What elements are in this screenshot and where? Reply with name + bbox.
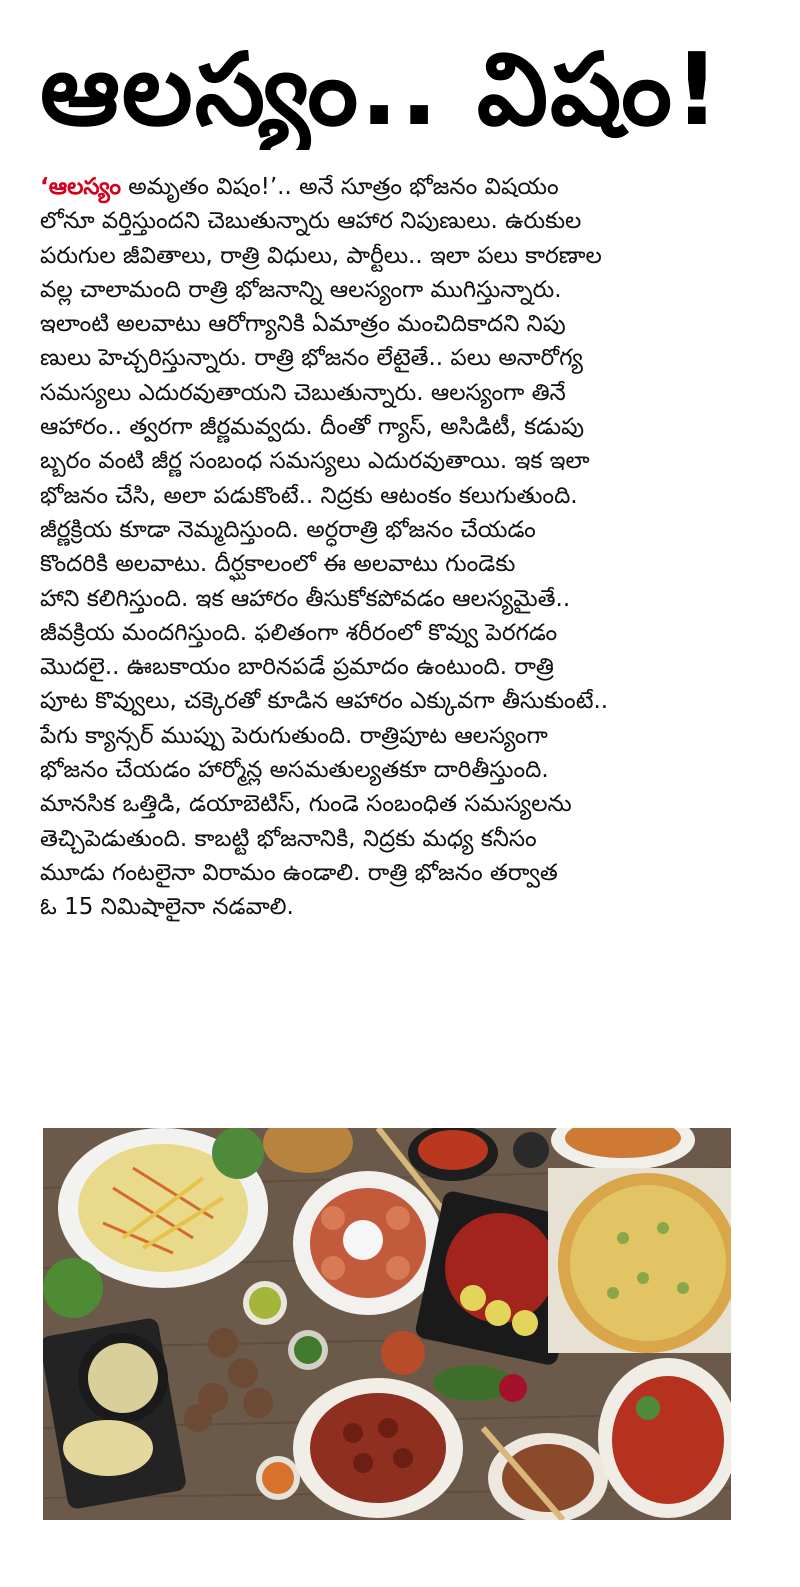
article-line: భోజనం చేయడం హార్మోన్ల అసమతుల్యతకూ దారితీస్తుంది.: [40, 757, 549, 784]
article-line: సమస్యలు ఎదురవుతాయని చెబుతున్నారు. ఆలస్యంగా తినే: [40, 379, 566, 406]
article-line: జీర్ణక్రియ కూడా నెమ్మదిస్తుంది. అర్ధరాత్రి భోజనం చేయడం: [40, 516, 536, 543]
food-spread-photo: [43, 1128, 731, 1520]
article-line: ఓ 15 నిమిషాలైనా నడవాలి.: [40, 894, 294, 921]
article-line: బ్బరం వంటి జీర్ణ సంబంధ సమస్యలు ఎదురవుతాయి. ఇక ఇలా: [40, 448, 590, 475]
article-line: ఇలాంటి అలవాటు ఆరోగ్యానికి ఏమాత్రం మంచిదికాదని నిపు: [40, 311, 566, 338]
pizza-icon: [548, 1168, 731, 1353]
article-line: కొందరికి అలవాటు. దీర్ఘకాలంలో ఈ అలవాటు గుండెకు: [40, 551, 516, 578]
dumpling-plate-icon: [293, 1171, 443, 1315]
article-line: ‘ఆలస్యం అమృతం విషం!’.. అనే సూత్రం భోజనం విషయం: [40, 174, 559, 200]
article-line: హాని కలిగిస్తుంది. ఇక ఆహారం తీసుకోకపోవడం ఆలస్యమైతే..: [40, 585, 571, 612]
article-line: ణులు హెచ్చరిస్తున్నారు. రాత్రి భోజనం లేటైతే.. పలు అనారోగ్య: [40, 345, 583, 372]
article-line: భోజనం చేసి, అలా పడుకొంటే.. నిద్రకు ఆటంకం కలుగుతుంది.: [40, 482, 578, 509]
manchurian-bowl-icon: [293, 1378, 463, 1518]
headline: ఆలస్యం.. విషం!: [40, 31, 722, 148]
article-line: లోనూ వర్తిస్తుందని చెబుతున్నారు ఆహార నిపుణులు. ఉరుకుల: [40, 208, 582, 235]
article-line: ఆహారం.. త్వరగా జీర్ణమవ్వదు. దీంతో గ్యాస్, అసిడిటీ, కడుపు: [40, 414, 585, 441]
article-line: పరుగుల జీవితాలు, రాత్రి విధులు, పార్టీలు.. ఇలా పలు కారణాల: [40, 242, 602, 269]
article-line: మానసిక ఒత్తిడి, డయాబెటిస్, గుండె సంబంధిత సమస్యలను: [40, 791, 572, 818]
article-line: తెచ్చిపెడుతుంది. కాబట్టి భోజనానికి, నిద్రకు మధ్య కనీసం: [40, 825, 537, 852]
article-line: మూడు గంటలైనా విరామం ఉండాలి. రాత్రి భోజనం తర్వాత: [40, 859, 558, 886]
article-body: [40, 170, 740, 925]
article-line: జీవక్రియ మందగిస్తుంది. ఫలితంగా శరీరంలో కొవ్వు పెరగడం: [40, 619, 558, 646]
lead-highlight: ‘ఆలస్యం: [40, 174, 121, 200]
article-line: పూట కొవ్వులు, చక్కెరతో కూడిన ఆహారం ఎక్కువగా తీసుకుంటే..: [40, 688, 609, 715]
article-line: పేగు క్యాన్సర్ ముప్పు పెరుగుతుంది. రాత్రిపూట ఆలస్యంగా: [40, 722, 548, 749]
article-line: వల్ల చాలామంది రాత్రి భోజనాన్ని ఆలస్యంగా ముగిస్తున్నారు.: [40, 276, 562, 303]
article-line: మొదలై.. ఊబకాయం బారినపడే ప్రమాదం ఉంటుంది. రాత్రి: [40, 654, 554, 681]
